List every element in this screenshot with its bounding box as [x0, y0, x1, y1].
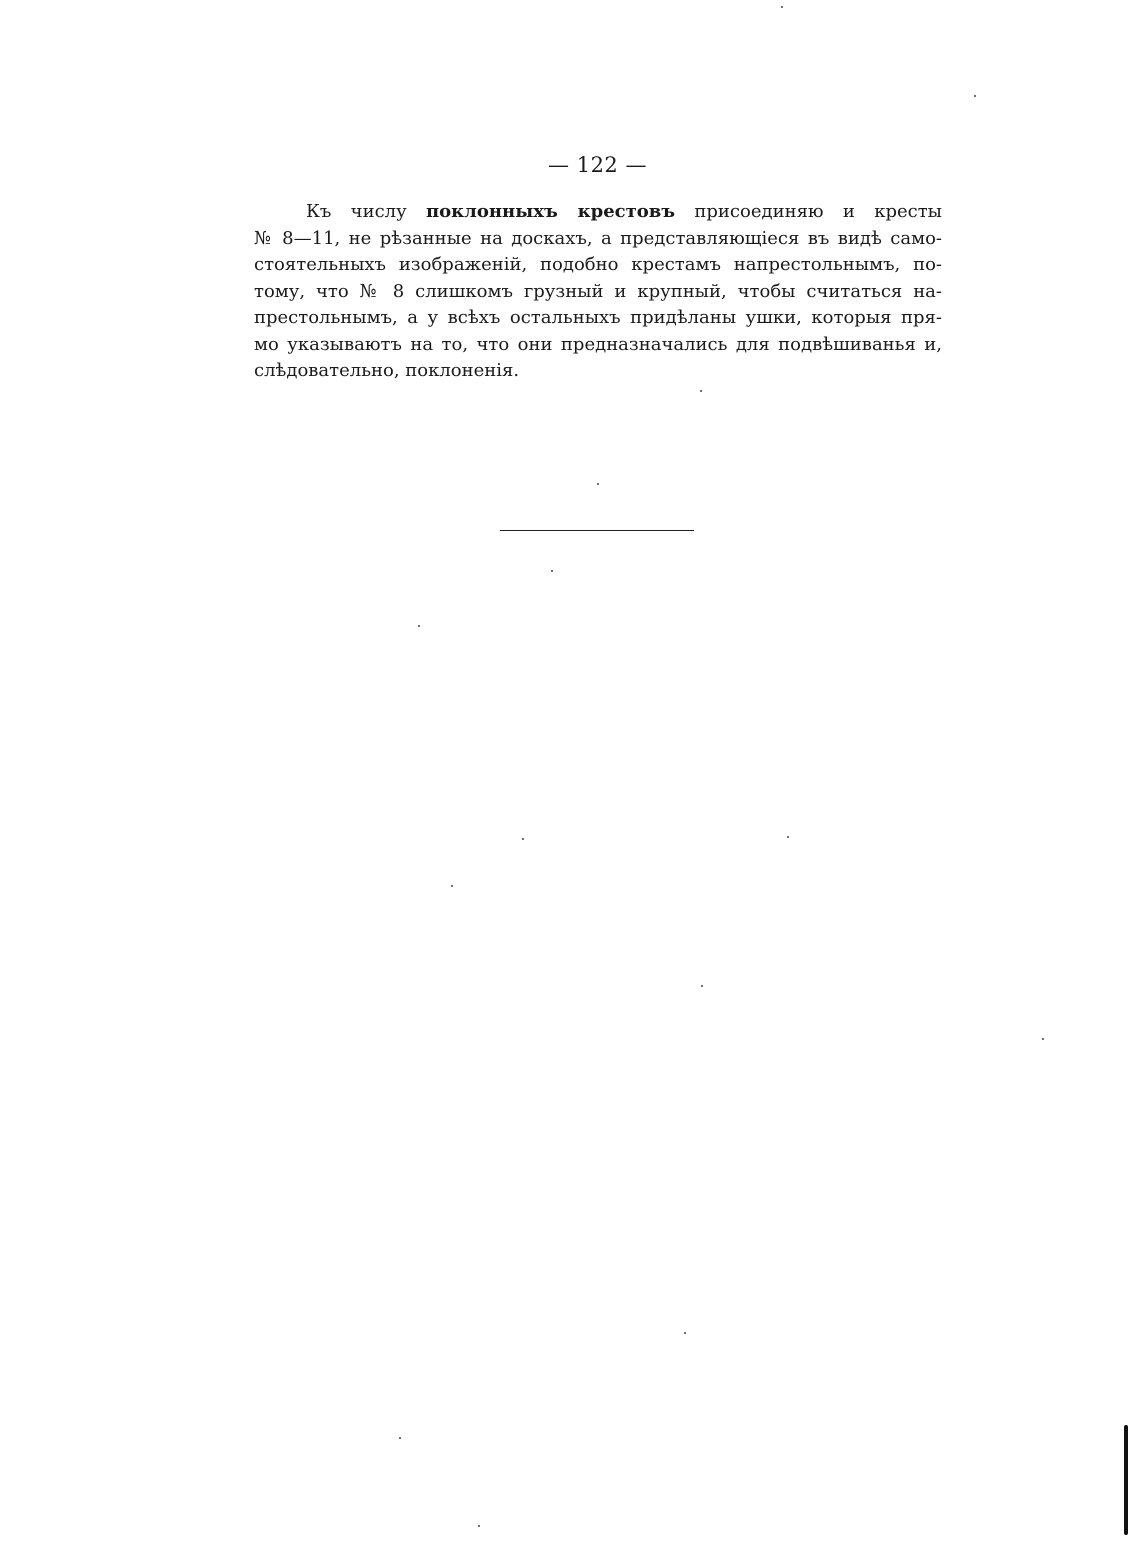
- paragraph-line: [254, 226, 942, 253]
- scan-speck: [522, 838, 524, 840]
- section-divider: [500, 530, 694, 531]
- scan-speck: [974, 95, 976, 97]
- paragraph: [254, 199, 942, 385]
- scan-speck: [700, 390, 702, 392]
- scan-speck: [781, 6, 783, 8]
- scan-speck: [451, 885, 453, 887]
- paragraph-line: [254, 358, 942, 385]
- paragraph-line: [254, 332, 942, 359]
- scan-speck: [701, 985, 703, 987]
- scan-speck: [1042, 1038, 1044, 1040]
- line-text: мо указываютъ на то, что они предназначались для подвѣшиванья и,: [254, 333, 942, 355]
- scan-speck: [551, 570, 553, 572]
- page-number: — 122 —: [548, 153, 647, 177]
- scan-speck: [399, 1437, 401, 1439]
- emphasized-term: поклонныхъ крестовъ: [425, 201, 676, 222]
- line-text: тому, что № 8 слишкомъ грузный и крупный, чтобы считаться на-: [254, 280, 942, 302]
- paragraph-line: [254, 252, 942, 279]
- scan-speck: [478, 1525, 480, 1527]
- scan-speck: [787, 836, 789, 838]
- line-text: Къ числу: [306, 201, 426, 222]
- line-text: присоединяю и кресты: [675, 201, 942, 222]
- paragraph-line: [254, 199, 942, 226]
- scan-speck: [684, 1332, 686, 1334]
- line-text: стоятельныхъ изображеній, подобно крестамъ напрестольнымъ, по-: [254, 254, 942, 275]
- line-text: престольнымъ, а у всѣхъ остальныхъ придѣланы ушки, которыя пря-: [254, 307, 942, 328]
- line-text: № 8—11, не рѣзанные на доскахъ, а представляющіеся въ видѣ само-: [254, 227, 942, 249]
- paragraph-line: [254, 305, 942, 332]
- paragraph-line: [254, 279, 942, 306]
- scan-speck: [597, 483, 599, 485]
- line-text: слѣдовательно, поклоненія.: [254, 360, 520, 381]
- scan-edge-mark: [1124, 1425, 1128, 1535]
- scan-speck: [418, 625, 420, 627]
